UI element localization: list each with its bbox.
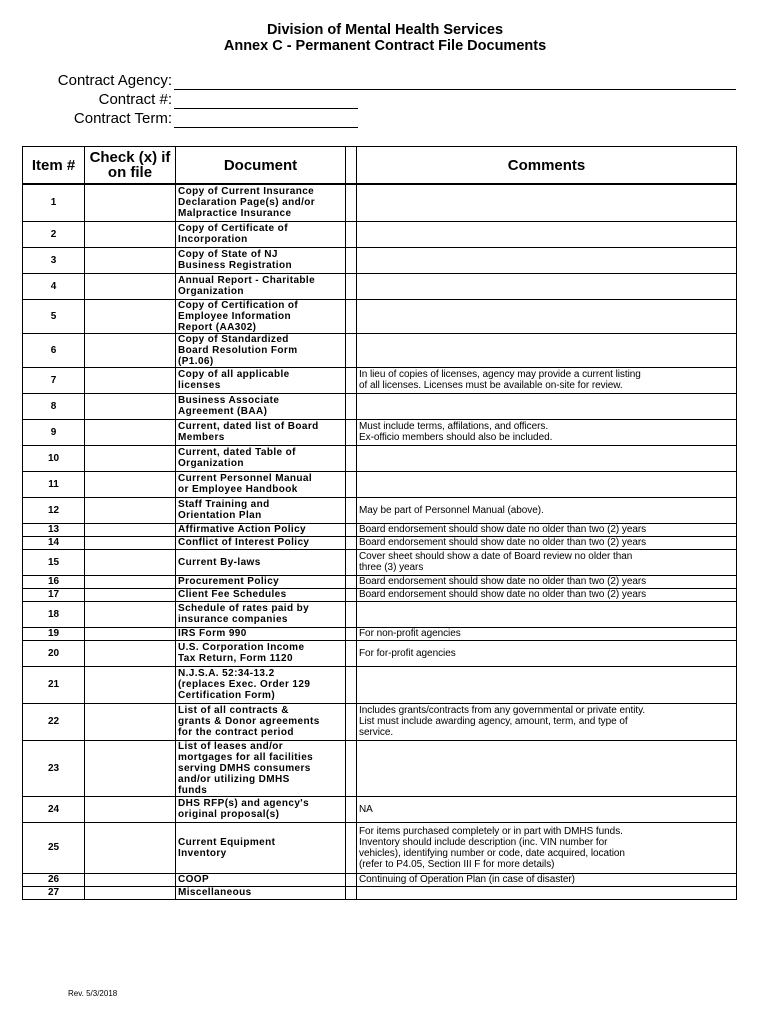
spacer-cell bbox=[346, 549, 357, 575]
document-name: Current, dated list of Board Members bbox=[176, 419, 346, 445]
document-name: Copy of all applicable licenses bbox=[176, 367, 346, 393]
spacer-cell bbox=[346, 497, 357, 523]
spacer-cell bbox=[346, 588, 357, 601]
item-number: 6 bbox=[23, 333, 85, 367]
contract-term-label: Contract Term: bbox=[73, 110, 172, 127]
table-row bbox=[23, 497, 737, 523]
check-cell[interactable] bbox=[85, 367, 176, 393]
spacer-cell bbox=[346, 419, 357, 445]
check-cell[interactable] bbox=[85, 497, 176, 523]
item-number: 20 bbox=[23, 640, 85, 666]
check-cell[interactable] bbox=[85, 703, 176, 740]
comments-cell: May be part of Personnel Manual (above). bbox=[357, 497, 737, 523]
document-name: Schedule of rates paid by insurance companies bbox=[176, 601, 346, 627]
item-number: 14 bbox=[23, 536, 85, 549]
item-number: 27 bbox=[23, 886, 85, 899]
comments-cell: For for-profit agencies bbox=[357, 640, 737, 666]
spacer-cell bbox=[346, 247, 357, 273]
table-row bbox=[23, 333, 737, 367]
document-name: Current By-laws bbox=[176, 549, 346, 575]
comments-cell: Cover sheet should show a date of Board review no older than three (3) years bbox=[357, 549, 737, 575]
item-number: 2 bbox=[23, 221, 85, 247]
check-cell[interactable] bbox=[85, 393, 176, 419]
column-header-check: Check (x) if on file bbox=[85, 147, 176, 185]
item-number: 5 bbox=[23, 299, 85, 333]
spacer-cell bbox=[346, 536, 357, 549]
item-number: 1 bbox=[23, 184, 85, 221]
comments-cell: Board endorsement should show date no older than two (2) years bbox=[357, 575, 737, 588]
table-row bbox=[23, 601, 737, 627]
spacer-cell bbox=[346, 627, 357, 640]
item-number: 11 bbox=[23, 471, 85, 497]
item-number: 19 bbox=[23, 627, 85, 640]
comments-cell bbox=[357, 601, 737, 627]
item-number: 8 bbox=[23, 393, 85, 419]
table-row bbox=[23, 873, 737, 886]
check-cell[interactable] bbox=[85, 740, 176, 796]
check-cell[interactable] bbox=[85, 822, 176, 873]
document-name: Current Equipment Inventory bbox=[176, 822, 346, 873]
document-name: Copy of Certification of Employee Information Report (AA302) bbox=[176, 299, 346, 333]
document-name: Business Associate Agreement (BAA) bbox=[176, 393, 346, 419]
spacer-cell bbox=[346, 299, 357, 333]
document-name: DHS RFP(s) and agency's original proposal(s) bbox=[176, 796, 346, 822]
spacer-cell bbox=[346, 445, 357, 471]
column-header-document: Document bbox=[176, 147, 346, 185]
column-header-spacer bbox=[346, 147, 357, 185]
item-number: 15 bbox=[23, 549, 85, 575]
item-number: 17 bbox=[23, 588, 85, 601]
spacer-cell bbox=[346, 221, 357, 247]
check-cell[interactable] bbox=[85, 445, 176, 471]
check-cell[interactable] bbox=[85, 640, 176, 666]
table-row bbox=[23, 184, 737, 221]
table-row bbox=[23, 445, 737, 471]
document-name: Miscellaneous bbox=[176, 886, 346, 899]
spacer-cell bbox=[346, 523, 357, 536]
check-cell[interactable] bbox=[85, 873, 176, 886]
spacer-cell bbox=[346, 601, 357, 627]
item-number: 25 bbox=[23, 822, 85, 873]
spacer-cell bbox=[346, 575, 357, 588]
comments-cell bbox=[357, 247, 737, 273]
comments-cell: Board endorsement should show date no older than two (2) years bbox=[357, 588, 737, 601]
item-number: 9 bbox=[23, 419, 85, 445]
document-name: Copy of Certificate of Incorporation bbox=[176, 221, 346, 247]
check-cell[interactable] bbox=[85, 299, 176, 333]
comments-cell bbox=[357, 273, 737, 299]
item-number: 16 bbox=[23, 575, 85, 588]
comments-cell bbox=[357, 333, 737, 367]
table-row bbox=[23, 886, 737, 899]
check-cell[interactable] bbox=[85, 575, 176, 588]
document-name: List of all contracts & grants & Donor agreements for the contract period bbox=[176, 703, 346, 740]
table-row bbox=[23, 575, 737, 588]
document-name: Conflict of Interest Policy bbox=[176, 536, 346, 549]
spacer-cell bbox=[346, 666, 357, 703]
document-name: Procurement Policy bbox=[176, 575, 346, 588]
item-number: 23 bbox=[23, 740, 85, 796]
comments-cell: For non-profit agencies bbox=[357, 627, 737, 640]
document-name: Copy of State of NJ Business Registration bbox=[176, 247, 346, 273]
comments-cell bbox=[357, 471, 737, 497]
item-number: 22 bbox=[23, 703, 85, 740]
table-row bbox=[23, 221, 737, 247]
check-cell[interactable] bbox=[85, 471, 176, 497]
spacer-cell bbox=[346, 333, 357, 367]
comments-cell bbox=[357, 886, 737, 899]
page-title: Division of Mental Health Services bbox=[266, 22, 504, 38]
contract-documents-table bbox=[22, 146, 737, 900]
column-header-comments: Comments bbox=[357, 147, 737, 185]
spacer-cell bbox=[346, 796, 357, 822]
table-row bbox=[23, 536, 737, 549]
item-number: 26 bbox=[23, 873, 85, 886]
contract-term-line bbox=[174, 127, 358, 128]
document-name: N.J.S.A. 52:34-13.2 (replaces Exec. Order 129 Certification Form) bbox=[176, 666, 346, 703]
table-row bbox=[23, 273, 737, 299]
spacer-cell bbox=[346, 184, 357, 221]
spacer-cell bbox=[346, 822, 357, 873]
check-cell[interactable] bbox=[85, 627, 176, 640]
check-cell[interactable] bbox=[85, 419, 176, 445]
comments-cell bbox=[357, 393, 737, 419]
table-row bbox=[23, 299, 737, 333]
spacer-cell bbox=[346, 393, 357, 419]
comments-cell bbox=[357, 666, 737, 703]
item-number: 4 bbox=[23, 273, 85, 299]
document-name: Current, dated Table of Organization bbox=[176, 445, 346, 471]
document-name: Client Fee Schedules bbox=[176, 588, 346, 601]
check-cell[interactable] bbox=[85, 549, 176, 575]
revision-date: Rev. 5/3/2018 bbox=[68, 989, 118, 998]
spacer-cell bbox=[346, 873, 357, 886]
spacer-cell bbox=[346, 640, 357, 666]
table-row bbox=[23, 471, 737, 497]
check-cell[interactable] bbox=[85, 886, 176, 899]
table-header-row bbox=[23, 147, 737, 185]
column-header-item: Item # bbox=[23, 147, 85, 185]
table-row bbox=[23, 419, 737, 445]
spacer-cell bbox=[346, 740, 357, 796]
check-cell[interactable] bbox=[85, 666, 176, 703]
comments-cell bbox=[357, 445, 737, 471]
contract-agency-label: Contract Agency: bbox=[57, 72, 172, 89]
contract-number-label: Contract #: bbox=[98, 91, 172, 108]
spacer-cell bbox=[346, 471, 357, 497]
spacer-cell bbox=[346, 703, 357, 740]
comments-cell: Must include terms, affilations, and officers. Ex-officio members should also be included. bbox=[357, 419, 737, 445]
comments-cell bbox=[357, 184, 737, 221]
table-row bbox=[23, 523, 737, 536]
contract-agency-line bbox=[174, 89, 736, 90]
comments-cell: Board endorsement should show date no older than two (2) years bbox=[357, 523, 737, 536]
document-name: List of leases and/or mortgages for all facilities serving DMHS consumers and/or utilizing DMHS funds bbox=[176, 740, 346, 796]
check-cell[interactable] bbox=[85, 273, 176, 299]
check-cell[interactable] bbox=[85, 523, 176, 536]
spacer-cell bbox=[346, 886, 357, 899]
comments-cell bbox=[357, 740, 737, 796]
table-row bbox=[23, 247, 737, 273]
item-number: 7 bbox=[23, 367, 85, 393]
check-cell[interactable] bbox=[85, 588, 176, 601]
page-subtitle: Annex C - Permanent Contract File Documents bbox=[223, 38, 547, 54]
check-cell[interactable] bbox=[85, 247, 176, 273]
table-row bbox=[23, 393, 737, 419]
check-cell[interactable] bbox=[85, 601, 176, 627]
item-number: 12 bbox=[23, 497, 85, 523]
table-row bbox=[23, 640, 737, 666]
item-number: 21 bbox=[23, 666, 85, 703]
document-name: Affirmative Action Policy bbox=[176, 523, 346, 536]
comments-cell bbox=[357, 221, 737, 247]
comments-cell: For items purchased completely or in part with DMHS funds. Inventory should include description (inc. VIN number for vehicles), identifying number or code, date acquired, location (refer to P4.05, Section III F for more details) bbox=[357, 822, 737, 873]
document-name: Copy of Standardized Board Resolution Form (P1.06) bbox=[176, 333, 346, 367]
document-name: Copy of Current Insurance Declaration Page(s) and/or Malpractice Insurance bbox=[176, 184, 346, 221]
comments-cell: Board endorsement should show date no older than two (2) years bbox=[357, 536, 737, 549]
document-name: Current Personnel Manual or Employee Handbook bbox=[176, 471, 346, 497]
comments-cell bbox=[357, 299, 737, 333]
table-row bbox=[23, 703, 737, 740]
table-row bbox=[23, 367, 737, 393]
table-row bbox=[23, 627, 737, 640]
comments-cell: NA bbox=[357, 796, 737, 822]
check-cell[interactable] bbox=[85, 333, 176, 367]
comments-cell: Continuing of Operation Plan (in case of disaster) bbox=[357, 873, 737, 886]
check-cell[interactable] bbox=[85, 221, 176, 247]
comments-cell: In lieu of copies of licenses, agency may provide a current listing of all licenses. Licenses must be available on-site for review. bbox=[357, 367, 737, 393]
contract-number-line bbox=[174, 108, 358, 109]
document-name: COOP bbox=[176, 873, 346, 886]
spacer-cell bbox=[346, 367, 357, 393]
check-cell[interactable] bbox=[85, 796, 176, 822]
table-row bbox=[23, 549, 737, 575]
document-name: U.S. Corporation Income Tax Return, Form 1120 bbox=[176, 640, 346, 666]
document-name: Staff Training and Orientation Plan bbox=[176, 497, 346, 523]
document-name: Annual Report - Charitable Organization bbox=[176, 273, 346, 299]
check-cell[interactable] bbox=[85, 184, 176, 221]
table-row bbox=[23, 588, 737, 601]
check-cell[interactable] bbox=[85, 536, 176, 549]
item-number: 13 bbox=[23, 523, 85, 536]
item-number: 24 bbox=[23, 796, 85, 822]
item-number: 18 bbox=[23, 601, 85, 627]
item-number: 10 bbox=[23, 445, 85, 471]
comments-cell: Includes grants/contracts from any governmental or private entity. List must include awarding agency, amount, term, and type of service. bbox=[357, 703, 737, 740]
item-number: 3 bbox=[23, 247, 85, 273]
table-row bbox=[23, 740, 737, 796]
spacer-cell bbox=[346, 273, 357, 299]
table-row bbox=[23, 796, 737, 822]
table-row bbox=[23, 666, 737, 703]
document-name: IRS Form 990 bbox=[176, 627, 346, 640]
table-row bbox=[23, 822, 737, 873]
